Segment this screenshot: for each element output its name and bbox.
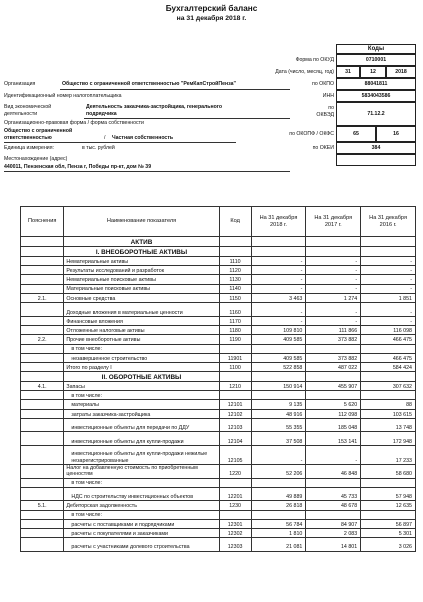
row-value-2017: - — [306, 316, 361, 325]
row-code: 1130 — [219, 275, 251, 284]
org-name: Общество с ограниченной ответственностью "РемКапСтройПенза" — [62, 81, 236, 87]
row-note — [21, 344, 64, 353]
empty-cell — [219, 247, 251, 257]
table-row — [21, 465, 416, 479]
table-row — [21, 382, 416, 391]
row-value-2017: - — [306, 275, 361, 284]
row-value-2017: 373 882 — [306, 353, 361, 362]
row-value-2018: 26 818 — [251, 501, 306, 510]
row-value-2017: - — [306, 266, 361, 275]
row-value-2017: - — [306, 284, 361, 293]
codes-caption-cell — [336, 44, 416, 54]
table-row — [21, 519, 416, 528]
row-value-2016: - — [361, 284, 416, 293]
table-row — [21, 266, 416, 275]
okved-value: 71.12.2 — [367, 111, 385, 117]
row-value-2018: 409 585 — [251, 353, 306, 362]
okopf-label: по ОКОПФ / ОКФС — [289, 131, 334, 137]
date-label: Дата (число, месяц, год) — [275, 69, 334, 75]
row-value-2016: - — [361, 302, 416, 316]
okpo-label: по ОКПО — [312, 81, 334, 87]
row-code — [219, 478, 251, 487]
row-name: Налог на добавленную стоимость по приобретенным ценностям — [64, 465, 219, 479]
row-code: 1180 — [219, 326, 251, 335]
row-name: Доходные вложения в материальные ценности — [64, 302, 219, 316]
row-value-2018: - — [251, 446, 306, 465]
row-value-2016: 103 615 — [361, 409, 416, 418]
empty-cell — [361, 372, 416, 382]
row-value-2018: - — [251, 284, 306, 293]
row-value-2016: 466 475 — [361, 335, 416, 344]
activity-label-line1: Вид экономической — [4, 104, 52, 110]
table-row — [21, 353, 416, 362]
row-name: Финансовые вложения — [64, 316, 219, 325]
row-name: Результаты исследований и разработок — [64, 266, 219, 275]
row-value-2016: - — [361, 257, 416, 266]
row-value-2016: 57 948 — [361, 487, 416, 501]
header-2018: На 31 декабря 2018 г. — [251, 207, 306, 237]
form-label: Организационно-правовая форма / форма собственности — [4, 120, 144, 126]
table-row — [21, 391, 416, 400]
table-row — [21, 316, 416, 325]
row-name: Основные средства — [64, 293, 219, 302]
row-value-2018: 522 858 — [251, 362, 306, 371]
row-note — [21, 465, 64, 479]
row-note — [21, 487, 64, 501]
empty-cell — [251, 372, 306, 382]
empty-cell — [219, 237, 251, 247]
row-value-2017: - — [306, 257, 361, 266]
form-slash: / — [104, 135, 106, 141]
row-value-2018: 9 135 — [251, 400, 306, 409]
table-row — [21, 302, 416, 316]
row-name: Нематериальные активы — [64, 257, 219, 266]
table-row — [21, 501, 416, 510]
row-value-2016 — [361, 391, 416, 400]
row-value-2017: 46 848 — [306, 465, 361, 479]
row-value-2018: 56 784 — [251, 519, 306, 528]
date-day: 31 — [345, 69, 351, 75]
form-value-line2: ответственностью — [4, 135, 52, 141]
form-underline — [4, 142, 236, 143]
okved-cell — [336, 102, 416, 126]
table-row — [21, 478, 416, 487]
row-name: незавершенное строительство — [64, 353, 219, 362]
row-name: Нематериальные поисковые активы — [64, 275, 219, 284]
row-code: 12102 — [219, 409, 251, 418]
okpo-cell — [336, 78, 416, 90]
page-title: Бухгалтерский баланс — [165, 4, 258, 13]
inn-cell — [336, 90, 416, 102]
inn-value: 5834043586 — [361, 93, 391, 99]
header-name: Наименование показателя — [64, 207, 219, 237]
row-value-2017: - — [306, 446, 361, 465]
row-name: расчеты с покупателями и заказчиками — [64, 528, 219, 537]
empty-cell — [306, 372, 361, 382]
row-value-2017: 185 048 — [306, 418, 361, 432]
activity-underline — [84, 118, 290, 119]
row-value-2017: 111 866 — [306, 326, 361, 335]
row-code: 1100 — [219, 362, 251, 371]
row-name: НДС по строительству инвестиционных объектов — [64, 487, 219, 501]
row-value-2017 — [306, 344, 361, 353]
date-day-cell — [336, 66, 360, 78]
row-note — [21, 538, 64, 552]
row-value-2017 — [306, 391, 361, 400]
table-row — [21, 538, 416, 552]
row-value-2016: 5 301 — [361, 528, 416, 537]
empty-cell — [361, 237, 416, 247]
row-value-2018: 150 914 — [251, 382, 306, 391]
row-value-2017: 2 083 — [306, 528, 361, 537]
okud-label: Форма по ОКУД — [295, 57, 334, 63]
row-value-2017: - — [306, 302, 361, 316]
table-row — [21, 335, 416, 344]
header-notes: Пояснения — [21, 207, 64, 237]
row-note — [21, 432, 64, 446]
table-row — [21, 284, 416, 293]
section-title: I. ВНЕОБОРОТНЫЕ АКТИВЫ — [64, 247, 219, 257]
row-note — [21, 400, 64, 409]
org-underline — [60, 89, 290, 90]
row-name: Прочие внеоборотные активы — [64, 335, 219, 344]
empty-cell — [21, 372, 64, 382]
empty-cell — [21, 237, 64, 247]
row-code: 1210 — [219, 382, 251, 391]
row-note: 2.1. — [21, 293, 64, 302]
row-note — [21, 257, 64, 266]
okved-label-line1: по — [328, 105, 334, 111]
row-value-2017: 373 882 — [306, 335, 361, 344]
row-name: Материальные поисковые активы — [64, 284, 219, 293]
row-value-2017: 1 274 — [306, 293, 361, 302]
row-value-2018: 3 463 — [251, 293, 306, 302]
row-code: 12302 — [219, 528, 251, 537]
row-name: затраты заказчика-застройщика — [64, 409, 219, 418]
row-note — [21, 510, 64, 519]
row-name: материалы — [64, 400, 219, 409]
row-value-2017: 84 907 — [306, 519, 361, 528]
row-code: 1150 — [219, 293, 251, 302]
row-value-2017: 14 801 — [306, 538, 361, 552]
row-code: 12104 — [219, 432, 251, 446]
row-code — [219, 344, 251, 353]
okfs-cell — [376, 126, 416, 142]
row-name: Итого по разделу I — [64, 362, 219, 371]
row-value-2016 — [361, 510, 416, 519]
activity-label-line2: деятельности — [4, 111, 38, 117]
row-note — [21, 391, 64, 400]
row-name: Отложенные налоговые активы — [64, 326, 219, 335]
empty-cell — [251, 247, 306, 257]
row-value-2016: 584 424 — [361, 362, 416, 371]
table-row — [21, 326, 416, 335]
row-note — [21, 478, 64, 487]
row-value-2018 — [251, 391, 306, 400]
row-code — [219, 510, 251, 519]
row-value-2016: 466 475 — [361, 353, 416, 362]
row-name: инвестиционные объекты для передачи по ДДУ — [64, 418, 219, 432]
row-code — [219, 391, 251, 400]
empty-cell — [306, 247, 361, 257]
row-value-2016 — [361, 344, 416, 353]
address-value: 440011, Пензенская обл, Пенза г, Победы пр-кт, дом № 39 — [4, 164, 152, 170]
row-note: 4.1. — [21, 382, 64, 391]
inn-text-label: Идентификационный номер налогоплательщика — [4, 93, 122, 99]
row-value-2018: 409 585 — [251, 335, 306, 344]
okopf-value: 65 — [353, 131, 359, 137]
row-value-2016: 58 680 — [361, 465, 416, 479]
row-value-2018 — [251, 510, 306, 519]
row-name: инвестиционные объекты для купли-продажи нежилые незарегистрированные — [64, 446, 219, 465]
row-note — [21, 275, 64, 284]
codes-caption: Коды — [367, 46, 385, 52]
okved-label-line2: ОКВЭД — [316, 112, 334, 118]
row-value-2016: - — [361, 275, 416, 284]
row-value-2016: 12 635 — [361, 501, 416, 510]
row-code: 12101 — [219, 400, 251, 409]
row-name: Дебиторская задолженность — [64, 501, 219, 510]
row-value-2017: 45 733 — [306, 487, 361, 501]
unit-value: в тыс. рублей — [82, 145, 115, 151]
empty-cell — [219, 372, 251, 382]
row-note — [21, 418, 64, 432]
form-value-ownership: Частная собственность — [112, 135, 174, 141]
section-title: II. ОБОРОТНЫЕ АКТИВЫ — [64, 372, 219, 382]
form-value-line1: Общество с ограниченной — [4, 128, 73, 134]
table-row — [21, 400, 416, 409]
row-note — [21, 528, 64, 537]
org-label: Организация — [4, 81, 36, 87]
row-value-2016 — [361, 478, 416, 487]
row-note — [21, 316, 64, 325]
row-value-2016: 88 — [361, 400, 416, 409]
row-code: 1220 — [219, 465, 251, 479]
empty-cell — [306, 237, 361, 247]
row-name: в том числе: — [64, 391, 219, 400]
row-code: 12303 — [219, 538, 251, 552]
balance-table — [20, 206, 416, 552]
okpo-value: 88041811 — [364, 81, 388, 87]
row-name: в том числе: — [64, 510, 219, 519]
row-note — [21, 284, 64, 293]
row-code: 1230 — [219, 501, 251, 510]
row-value-2018: - — [251, 302, 306, 316]
row-name: инвестиционные объекты для купли-продажи — [64, 432, 219, 446]
row-value-2018: - — [251, 266, 306, 275]
row-code: 1190 — [219, 335, 251, 344]
unit-label: Единица измерения: — [4, 145, 54, 151]
row-value-2018: 52 206 — [251, 465, 306, 479]
okud-cell — [336, 54, 416, 66]
row-value-2017: 455 907 — [306, 382, 361, 391]
address-label: Местонахождение (адрес) — [4, 156, 68, 162]
table-row — [21, 257, 416, 266]
empty-code-cell — [336, 154, 416, 166]
activity-value-line2: подрядчика — [86, 111, 117, 117]
row-value-2018: - — [251, 275, 306, 284]
row-code: 1170 — [219, 316, 251, 325]
row-value-2016: 56 897 — [361, 519, 416, 528]
row-value-2018: 48 916 — [251, 409, 306, 418]
row-name: в том числе: — [64, 344, 219, 353]
row-code: 1110 — [219, 257, 251, 266]
okud-value: 0710001 — [365, 57, 387, 63]
row-note — [21, 446, 64, 465]
row-note — [21, 362, 64, 371]
row-value-2017: 487 022 — [306, 362, 361, 371]
row-code: 1120 — [219, 266, 251, 275]
row-value-2017 — [306, 478, 361, 487]
row-note — [21, 302, 64, 316]
row-value-2016: 3 026 — [361, 538, 416, 552]
empty-cell — [251, 237, 306, 247]
row-value-2018: 55 355 — [251, 418, 306, 432]
row-code: 12301 — [219, 519, 251, 528]
row-note — [21, 519, 64, 528]
section-title: АКТИВ — [64, 237, 219, 247]
page-date-line: на 31 декабря 2018 г. — [176, 15, 247, 22]
date-year-cell — [386, 66, 416, 78]
row-value-2017: 112 098 — [306, 409, 361, 418]
row-code: 12103 — [219, 418, 251, 432]
table-row — [21, 510, 416, 519]
empty-cell — [21, 247, 64, 257]
row-code: 11901 — [219, 353, 251, 362]
empty-cell — [361, 247, 416, 257]
row-value-2017: 48 678 — [306, 501, 361, 510]
row-name: в том числе: — [64, 478, 219, 487]
row-value-2016: 13 748 — [361, 418, 416, 432]
activity-value-line1: Деятельность заказчика-застройщика, генерального — [86, 104, 223, 110]
row-value-2018: 1 810 — [251, 528, 306, 537]
row-value-2018: - — [251, 316, 306, 325]
row-value-2018: 109 810 — [251, 326, 306, 335]
table-row — [21, 446, 416, 465]
row-value-2016: - — [361, 316, 416, 325]
table-row — [21, 528, 416, 537]
row-value-2018 — [251, 344, 306, 353]
row-note: 2.2. — [21, 335, 64, 344]
table-header-row — [21, 207, 416, 237]
row-code: 1140 — [219, 284, 251, 293]
row-name: расчеты с поставщиками и подрядчиками — [64, 519, 219, 528]
row-name: расчеты с участниками долевого строительства — [64, 538, 219, 552]
row-value-2016: 116 098 — [361, 326, 416, 335]
row-value-2016: 17 233 — [361, 446, 416, 465]
row-value-2016: 1 851 — [361, 293, 416, 302]
okfs-value: 16 — [393, 131, 399, 137]
row-value-2016: 172 948 — [361, 432, 416, 446]
date-month-cell — [360, 66, 386, 78]
table-row — [21, 362, 416, 371]
row-value-2018: 21 081 — [251, 538, 306, 552]
table-row — [21, 487, 416, 501]
row-note — [21, 409, 64, 418]
table-row — [21, 418, 416, 432]
section-row — [21, 237, 416, 247]
row-code: 12201 — [219, 487, 251, 501]
inn-label: ИНН — [322, 93, 334, 99]
row-value-2017 — [306, 510, 361, 519]
row-value-2018: - — [251, 257, 306, 266]
address-underline — [4, 171, 290, 172]
date-year: 2018 — [395, 69, 407, 75]
date-month: 12 — [370, 69, 376, 75]
row-code: 12105 — [219, 446, 251, 465]
header-code: Код — [219, 207, 251, 237]
table-row — [21, 432, 416, 446]
row-value-2018 — [251, 478, 306, 487]
row-note — [21, 266, 64, 275]
row-name: Запасы — [64, 382, 219, 391]
section-row — [21, 247, 416, 257]
row-value-2016: - — [361, 266, 416, 275]
okei-label: по ОКЕИ — [312, 145, 334, 151]
row-note: 5.1. — [21, 501, 64, 510]
okopf-cell — [336, 126, 376, 142]
header-2016: На 31 декабря 2016 г. — [361, 207, 416, 237]
row-value-2016: 307 632 — [361, 382, 416, 391]
table-row — [21, 344, 416, 353]
table-row — [21, 409, 416, 418]
row-value-2017: 153 141 — [306, 432, 361, 446]
row-value-2018: 49 889 — [251, 487, 306, 501]
row-note — [21, 353, 64, 362]
table-row — [21, 275, 416, 284]
section-row — [21, 372, 416, 382]
row-code: 1160 — [219, 302, 251, 316]
header-2017: На 31 декабря 2017 г. — [306, 207, 361, 237]
row-note — [21, 326, 64, 335]
table-row — [21, 293, 416, 302]
row-value-2018: 37 508 — [251, 432, 306, 446]
row-value-2017: 5 620 — [306, 400, 361, 409]
okei-cell — [336, 142, 416, 154]
okei-value: 384 — [371, 145, 381, 151]
